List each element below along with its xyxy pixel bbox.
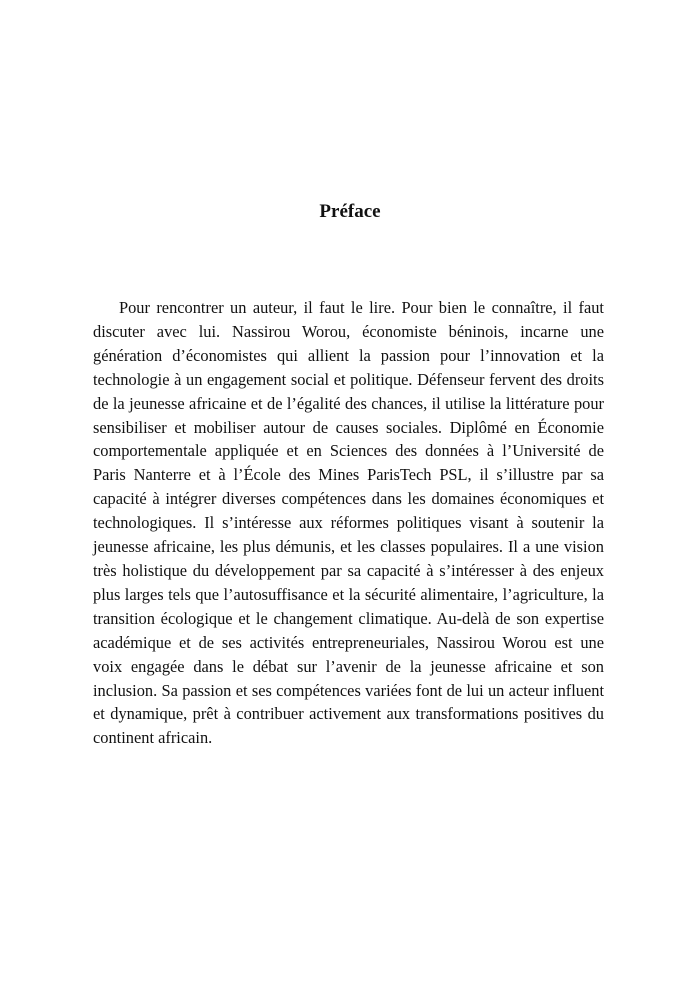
preface-paragraph: Pour rencontrer un auteur, il faut le lire. Pour bien le connaître, il faut discuter avec lui. Nassirou Worou, économiste béninois, incarne une génération d’économistes qui allient la passion pour l’innovation et la technologie à un engagement social et politique. Défenseur fervent des droits de la jeunesse africaine et de l’égalité des chances, il utilise la littérature pour sensibiliser et mobiliser autour de causes sociales. Diplômé en Économie comportementale appliquée et en Sciences des données à l’Université de Paris Nanterre et à l’École des Mines ParisTech PSL, il s’illustre par sa capacité à intégrer diverses compétences dans les domaines économiques et technologiques. Il s’intéresse aux réformes politiques visant à soutenir la jeunesse africaine, les plus démunis, et les classes populaires. Il a une vision très holistique du développement par sa capacité à s’intéresser à des enjeux plus larges tels que l’autosuffisance et la sécurité alimentaire, l’agriculture, la transition écologique et le changement climatique. Au-delà de son expertise académique et de ses activités entrepreneuriales, Nassirou Worou est une voix engagée dans le débat sur l’avenir de la jeunesse africaine et son inclusion. Sa passion et ses compétences variées font de lui un acteur influent et dynamique, prêt à contribuer activement aux transformations positives du continent africain. <box>93 298 604 748</box>
page-title: Préface <box>319 201 381 222</box>
